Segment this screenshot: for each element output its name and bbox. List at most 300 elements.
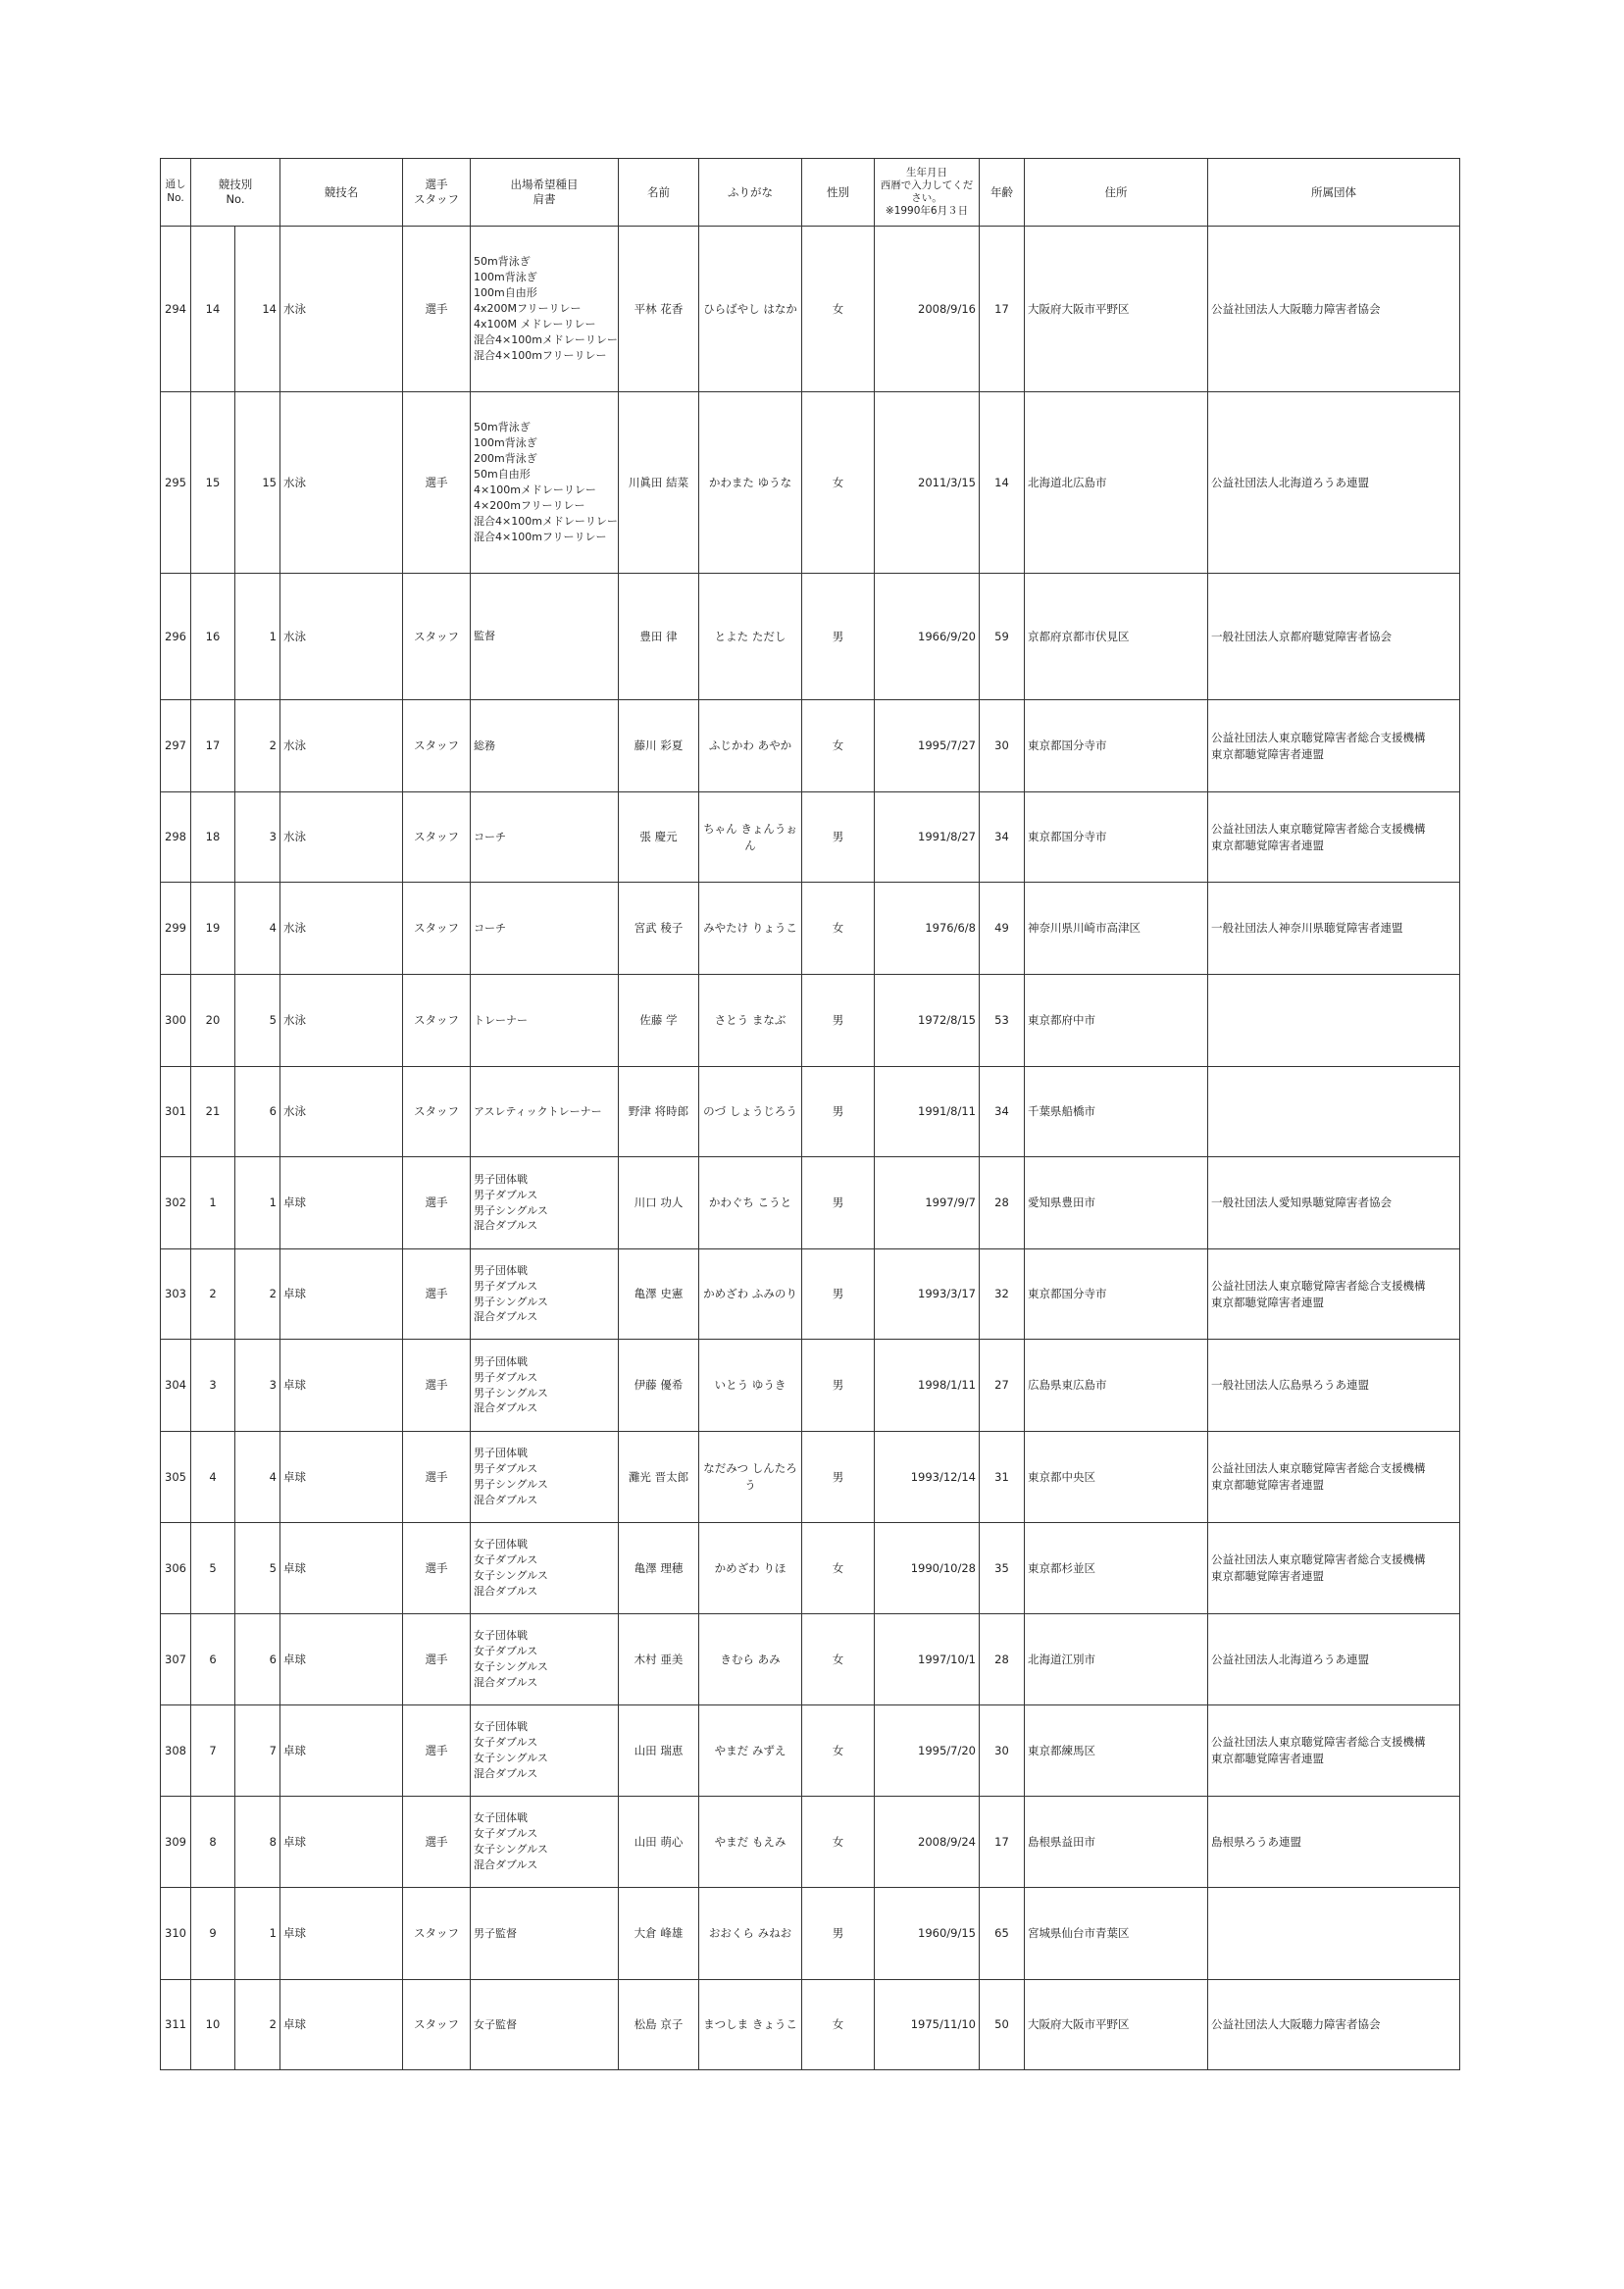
- cell-gender: 女: [802, 700, 875, 792]
- cell-birth-date: 1966/9/20: [875, 574, 980, 700]
- events-line: 男子シングルス: [474, 1295, 548, 1308]
- cell-role: 選手: [403, 1523, 471, 1614]
- cell-organization: [1208, 700, 1460, 792]
- cell-sport-no-total: 15: [191, 392, 235, 574]
- cell-events: [471, 1432, 619, 1523]
- cell-gender: 女: [802, 1705, 875, 1797]
- cell-sport-no-role: 5: [235, 975, 280, 1067]
- cell-serial-no: 304: [161, 1340, 191, 1432]
- cell-gender: 女: [802, 1797, 875, 1888]
- cell-organization: [1208, 1614, 1460, 1705]
- cell-serial-no: 294: [161, 227, 191, 392]
- cell-role: 選手: [403, 1340, 471, 1432]
- events-line: 混合4×100mメドレーリレー: [474, 332, 618, 346]
- cell-role: 選手: [403, 1705, 471, 1797]
- cell-birth-date: 1976/6/8: [875, 883, 980, 975]
- organization-line: 公益社団法人東京聴覚障害者総合支援機構: [1211, 1461, 1426, 1476]
- header-sport-no: 競技別 No.: [191, 159, 280, 227]
- cell-organization: [1208, 1523, 1460, 1614]
- table-row: [161, 792, 1460, 883]
- cell-serial-no: 303: [161, 1249, 191, 1340]
- cell-sport-name: 卓球: [280, 1249, 403, 1340]
- cell-birth-date: 1990/10/28: [875, 1523, 980, 1614]
- cell-birth-date: 1960/9/15: [875, 1888, 980, 1980]
- cell-birth-date: 1997/10/1: [875, 1614, 980, 1705]
- cell-address: 大阪府大阪市平野区: [1025, 1980, 1208, 2070]
- cell-serial-no: 309: [161, 1797, 191, 1888]
- cell-gender: 男: [802, 1249, 875, 1340]
- events-line: 女子ダブルス: [474, 1827, 538, 1841]
- cell-role: スタッフ: [403, 1980, 471, 2070]
- events-line: 混合ダブルス: [474, 1493, 538, 1506]
- cell-sport-name: 水泳: [280, 700, 403, 792]
- cell-sport-no-role: 1: [235, 574, 280, 700]
- header-role: 選手 スタッフ: [403, 159, 471, 227]
- cell-sport-no-role: 2: [235, 1980, 280, 2070]
- cell-events: [471, 227, 619, 392]
- events-line: 女子団体戦: [474, 1811, 528, 1825]
- cell-sport-no-total: 21: [191, 1067, 235, 1157]
- cell-role: スタッフ: [403, 792, 471, 883]
- cell-birth-date: 1993/12/14: [875, 1432, 980, 1523]
- organization-line: 東京都聴覚障害者連盟: [1211, 838, 1324, 852]
- cell-age: 35: [980, 1523, 1025, 1614]
- cell-events: [471, 1249, 619, 1340]
- cell-serial-no: 297: [161, 700, 191, 792]
- cell-birth-date: 1995/7/20: [875, 1705, 980, 1797]
- cell-events: [471, 392, 619, 574]
- table-row: [161, 1980, 1460, 2070]
- organization-line: 東京都聴覚障害者連盟: [1211, 1295, 1324, 1309]
- organization-line: 一般社団法人神奈川県聴覚障害者連盟: [1211, 921, 1403, 936]
- organization-line: 公益社団法人大阪聴力障害者協会: [1211, 2017, 1381, 2032]
- table-row: [161, 883, 1460, 975]
- cell-serial-no: 296: [161, 574, 191, 700]
- cell-events: [471, 1067, 619, 1157]
- events-line: 50m背泳ぎ: [474, 255, 531, 269]
- header-age: 年齢: [980, 159, 1025, 227]
- cell-address: 東京都国分寺市: [1025, 700, 1208, 792]
- cell-age: 32: [980, 1249, 1025, 1340]
- events-line: 混合4×100mフリーリレー: [474, 530, 607, 543]
- events-line: 女子ダブルス: [474, 1736, 538, 1750]
- cell-name: 平林 花香: [619, 227, 699, 392]
- cell-sport-no-total: 20: [191, 975, 235, 1067]
- cell-serial-no: 302: [161, 1157, 191, 1249]
- organization-line: 一般社団法人広島県ろうあ連盟: [1211, 1378, 1369, 1393]
- cell-sport-name: 水泳: [280, 574, 403, 700]
- organization-line: 公益社団法人大阪聴力障害者協会: [1211, 301, 1381, 316]
- cell-name: 山田 瑞恵: [619, 1705, 699, 1797]
- organization-line: 公益社団法人東京聴覚障害者総合支援機構: [1211, 1552, 1426, 1567]
- table-row: [161, 227, 1460, 392]
- header-address: 住所: [1025, 159, 1208, 227]
- cell-address: 島根県益田市: [1025, 1797, 1208, 1888]
- cell-sport-name: 水泳: [280, 792, 403, 883]
- table-row: [161, 1340, 1460, 1432]
- cell-sport-no-role: 3: [235, 792, 280, 883]
- events-line: 4x100M メドレーリレー: [474, 317, 596, 331]
- cell-age: 17: [980, 227, 1025, 392]
- events-line: 総務: [474, 738, 495, 752]
- cell-sport-name: 卓球: [280, 1157, 403, 1249]
- events-line: 男子ダブルス: [474, 1370, 538, 1384]
- cell-birth-date: 1995/7/27: [875, 700, 980, 792]
- cell-gender: 女: [802, 227, 875, 392]
- events-line: 男子ダブルス: [474, 1188, 538, 1201]
- cell-name: 佐藤 学: [619, 975, 699, 1067]
- cell-organization: [1208, 1249, 1460, 1340]
- cell-kana: やまだ みずえ: [699, 1705, 802, 1797]
- cell-kana: かわぐち こうと: [699, 1157, 802, 1249]
- cell-serial-no: 300: [161, 975, 191, 1067]
- events-line: 女子シングルス: [474, 1752, 548, 1764]
- cell-name: 張 慶元: [619, 792, 699, 883]
- cell-kana: とよた ただし: [699, 574, 802, 700]
- cell-sport-no-role: 5: [235, 1523, 280, 1614]
- cell-birth-date: 2008/9/24: [875, 1797, 980, 1888]
- cell-role: スタッフ: [403, 574, 471, 700]
- cell-age: 49: [980, 883, 1025, 975]
- cell-gender: 男: [802, 1340, 875, 1432]
- cell-role: スタッフ: [403, 700, 471, 792]
- table-row: [161, 1705, 1460, 1797]
- cell-sport-name: 水泳: [280, 392, 403, 574]
- cell-events: [471, 1340, 619, 1432]
- cell-organization: [1208, 1157, 1460, 1249]
- cell-role: 選手: [403, 1432, 471, 1523]
- cell-gender: 男: [802, 792, 875, 883]
- cell-kana: なだみつ しんたろう: [699, 1432, 802, 1523]
- organization-line: 東京都聴覚障害者連盟: [1211, 1752, 1324, 1765]
- cell-sport-no-total: 16: [191, 574, 235, 700]
- cell-birth-date: 1972/8/15: [875, 975, 980, 1067]
- cell-sport-no-total: 17: [191, 700, 235, 792]
- cell-organization: [1208, 227, 1460, 392]
- events-line: 女子団体戦: [474, 1538, 528, 1551]
- cell-organization: [1208, 1888, 1460, 1980]
- cell-sport-name: 卓球: [280, 1523, 403, 1614]
- cell-birth-date: 1993/3/17: [875, 1249, 980, 1340]
- cell-sport-name: 水泳: [280, 883, 403, 975]
- cell-sport-no-total: 10: [191, 1980, 235, 2070]
- cell-sport-no-role: 1: [235, 1888, 280, 1980]
- cell-sport-name: 卓球: [280, 1614, 403, 1705]
- cell-gender: 男: [802, 1432, 875, 1523]
- cell-sport-name: 卓球: [280, 1340, 403, 1432]
- cell-kana: のづ しょうじろう: [699, 1067, 802, 1157]
- cell-birth-date: 1991/8/11: [875, 1067, 980, 1157]
- organization-line: 公益社団法人東京聴覚障害者総合支援機構: [1211, 730, 1426, 744]
- cell-serial-no: 311: [161, 1980, 191, 2070]
- cell-gender: 女: [802, 1523, 875, 1614]
- cell-role: スタッフ: [403, 1067, 471, 1157]
- cell-sport-name: 水泳: [280, 975, 403, 1067]
- cell-role: 選手: [403, 1157, 471, 1249]
- cell-address: 北海道江別市: [1025, 1614, 1208, 1705]
- cell-age: 17: [980, 1797, 1025, 1888]
- cell-address: 東京都府中市: [1025, 975, 1208, 1067]
- cell-name: 亀澤 理穂: [619, 1523, 699, 1614]
- organization-line: 島根県ろうあ連盟: [1211, 1834, 1301, 1849]
- cell-kana: まつしま きょうこ: [699, 1980, 802, 2070]
- cell-name: 木村 亜美: [619, 1614, 699, 1705]
- header-kana: ふりがな: [699, 159, 802, 227]
- events-line: 混合ダブルス: [474, 1310, 538, 1324]
- cell-gender: 男: [802, 1067, 875, 1157]
- cell-serial-no: 310: [161, 1888, 191, 1980]
- header-name: 名前: [619, 159, 699, 227]
- cell-events: [471, 1523, 619, 1614]
- cell-kana: かめざわ りほ: [699, 1523, 802, 1614]
- cell-age: 53: [980, 975, 1025, 1067]
- events-line: 100m背泳ぎ: [474, 271, 537, 284]
- cell-age: 31: [980, 1432, 1025, 1523]
- cell-gender: 女: [802, 883, 875, 975]
- organization-line: 公益社団法人東京聴覚障害者総合支援機構: [1211, 1278, 1426, 1293]
- cell-sport-no-role: 6: [235, 1067, 280, 1157]
- organization-line: 一般社団法人京都府聴覚障害者協会: [1211, 629, 1392, 643]
- cell-name: 松島 京子: [619, 1980, 699, 2070]
- cell-name: 豊田 律: [619, 574, 699, 700]
- events-line: 男子監督: [474, 1926, 517, 1940]
- cell-kana: かめざわ ふみのり: [699, 1249, 802, 1340]
- cell-events: [471, 1157, 619, 1249]
- cell-address: 京都府京都市伏見区: [1025, 574, 1208, 700]
- cell-kana: みやたけ りょうこ: [699, 883, 802, 975]
- cell-age: 65: [980, 1888, 1025, 1980]
- cell-age: 30: [980, 700, 1025, 792]
- cell-name: 伊藤 優希: [619, 1340, 699, 1432]
- cell-organization: [1208, 1432, 1460, 1523]
- header-sport: 競技名: [280, 159, 403, 227]
- organization-line: 東京都聴覚障害者連盟: [1211, 1569, 1324, 1583]
- cell-events: [471, 1980, 619, 2070]
- events-line: 混合4×100mメドレーリレー: [474, 514, 618, 528]
- cell-sport-no-role: 14: [235, 227, 280, 392]
- cell-serial-no: 305: [161, 1432, 191, 1523]
- cell-address: 神奈川県川崎市高津区: [1025, 883, 1208, 975]
- events-line: 混合ダブルス: [474, 1401, 538, 1415]
- organization-line: 公益社団法人北海道ろうあ連盟: [1211, 475, 1369, 489]
- table-row: [161, 700, 1460, 792]
- cell-organization: [1208, 975, 1460, 1067]
- cell-name: 亀澤 史憲: [619, 1249, 699, 1340]
- cell-role: スタッフ: [403, 975, 471, 1067]
- cell-gender: 女: [802, 392, 875, 574]
- cell-events: [471, 883, 619, 975]
- organization-line: 東京都聴覚障害者連盟: [1211, 746, 1324, 761]
- cell-age: 30: [980, 1705, 1025, 1797]
- events-line: 混合ダブルス: [474, 1584, 538, 1598]
- table-row: [161, 1432, 1460, 1523]
- events-line: 男子シングルス: [474, 1478, 548, 1491]
- cell-address: 東京都国分寺市: [1025, 792, 1208, 883]
- events-line: 4×100mメドレーリレー: [474, 483, 596, 496]
- cell-events: [471, 1705, 619, 1797]
- cell-events: [471, 792, 619, 883]
- cell-address: 宮城県仙台市青葉区: [1025, 1888, 1208, 1980]
- cell-serial-no: 299: [161, 883, 191, 975]
- cell-sport-no-total: 18: [191, 792, 235, 883]
- events-line: 混合4×100mフリーリレー: [474, 348, 607, 362]
- cell-sport-no-total: 2: [191, 1249, 235, 1340]
- cell-sport-no-total: 1: [191, 1157, 235, 1249]
- header-row: [161, 159, 1460, 227]
- cell-sport-name: 水泳: [280, 227, 403, 392]
- cell-kana: いとう ゆうき: [699, 1340, 802, 1432]
- cell-address: 大阪府大阪市平野区: [1025, 227, 1208, 392]
- cell-serial-no: 308: [161, 1705, 191, 1797]
- cell-kana: おおくら みねお: [699, 1888, 802, 1980]
- header-serial-no: 通し No.: [161, 159, 191, 227]
- organization-line: 一般社団法人愛知県聴覚障害者協会: [1211, 1195, 1392, 1210]
- events-line: 男子団体戦: [474, 1354, 528, 1368]
- cell-name: 灘光 晋太郎: [619, 1432, 699, 1523]
- table-row: [161, 1888, 1460, 1980]
- cell-kana: かわまた ゆうな: [699, 392, 802, 574]
- events-line: 男子ダブルス: [474, 1462, 538, 1476]
- table-row: [161, 975, 1460, 1067]
- cell-age: 27: [980, 1340, 1025, 1432]
- cell-sport-no-role: 15: [235, 392, 280, 574]
- cell-age: 28: [980, 1157, 1025, 1249]
- cell-role: スタッフ: [403, 883, 471, 975]
- cell-organization: [1208, 792, 1460, 883]
- cell-age: 14: [980, 392, 1025, 574]
- cell-role: 選手: [403, 1797, 471, 1888]
- events-line: 女子監督: [474, 2017, 517, 2031]
- events-line: 女子団体戦: [474, 1629, 528, 1643]
- cell-serial-no: 301: [161, 1067, 191, 1157]
- cell-age: 34: [980, 792, 1025, 883]
- cell-gender: 女: [802, 1614, 875, 1705]
- cell-serial-no: 306: [161, 1523, 191, 1614]
- table-row: [161, 574, 1460, 700]
- cell-address: 東京都杉並区: [1025, 1523, 1208, 1614]
- cell-role: 選手: [403, 1249, 471, 1340]
- cell-age: 50: [980, 1980, 1025, 2070]
- cell-kana: きむら あみ: [699, 1614, 802, 1705]
- cell-role: 選手: [403, 227, 471, 392]
- cell-address: 広島県東広島市: [1025, 1340, 1208, 1432]
- cell-age: 28: [980, 1614, 1025, 1705]
- cell-role: スタッフ: [403, 1888, 471, 1980]
- cell-sport-name: 卓球: [280, 1980, 403, 2070]
- cell-organization: [1208, 1980, 1460, 2070]
- cell-sport-no-role: 7: [235, 1705, 280, 1797]
- cell-kana: さとう まなぶ: [699, 975, 802, 1067]
- entry-table: [160, 158, 1460, 2070]
- cell-birth-date: 2011/3/15: [875, 392, 980, 574]
- cell-address: 千葉県船橋市: [1025, 1067, 1208, 1157]
- cell-events: [471, 574, 619, 700]
- cell-sport-no-total: 19: [191, 883, 235, 975]
- cell-address: 愛知県豊田市: [1025, 1157, 1208, 1249]
- cell-sport-no-total: 7: [191, 1705, 235, 1797]
- cell-age: 34: [980, 1067, 1025, 1157]
- events-line: 女子団体戦: [474, 1720, 528, 1734]
- events-line: アスレティックトレーナー: [474, 1104, 602, 1118]
- events-line: 50m自由形: [474, 468, 531, 482]
- cell-organization: [1208, 883, 1460, 975]
- cell-serial-no: 307: [161, 1614, 191, 1705]
- table-row: [161, 392, 1460, 574]
- cell-sport-no-role: 2: [235, 700, 280, 792]
- cell-birth-date: 1998/1/11: [875, 1340, 980, 1432]
- organization-line: 東京都聴覚障害者連盟: [1211, 1478, 1324, 1492]
- table-row: [161, 1797, 1460, 1888]
- cell-sport-no-role: 4: [235, 883, 280, 975]
- cell-kana: ちゃん きょんうぉん: [699, 792, 802, 883]
- events-line: 混合ダブルス: [474, 1857, 538, 1871]
- cell-name: 川眞田 結菜: [619, 392, 699, 574]
- cell-sport-no-role: 6: [235, 1614, 280, 1705]
- cell-sport-no-total: 6: [191, 1614, 235, 1705]
- cell-birth-date: 2008/9/16: [875, 227, 980, 392]
- events-line: トレーナー: [474, 1013, 528, 1027]
- cell-birth-date: 1991/8/27: [875, 792, 980, 883]
- header-birth: 生年月日 西暦で入力してください。 ※1990年6月３日: [875, 159, 980, 227]
- cell-age: 59: [980, 574, 1025, 700]
- cell-address: 東京都国分寺市: [1025, 1249, 1208, 1340]
- cell-name: 山田 萌心: [619, 1797, 699, 1888]
- cell-sport-no-role: 3: [235, 1340, 280, 1432]
- cell-serial-no: 295: [161, 392, 191, 574]
- cell-organization: [1208, 1067, 1460, 1157]
- organization-line: 公益社団法人北海道ろうあ連盟: [1211, 1652, 1369, 1666]
- events-line: 女子シングルス: [474, 1569, 548, 1582]
- events-line: 男子ダブルス: [474, 1279, 538, 1293]
- header-org: 所属団体: [1208, 159, 1460, 227]
- events-line: 4x200Mフリーリレー: [474, 302, 582, 316]
- cell-gender: 男: [802, 1157, 875, 1249]
- cell-birth-date: 1975/11/10: [875, 1980, 980, 2070]
- table-row: [161, 1249, 1460, 1340]
- cell-events: [471, 1614, 619, 1705]
- cell-sport-no-role: 8: [235, 1797, 280, 1888]
- events-line: 女子シングルス: [474, 1660, 548, 1673]
- cell-role: 選手: [403, 1614, 471, 1705]
- cell-kana: ふじかわ あやか: [699, 700, 802, 792]
- events-line: 女子ダブルス: [474, 1645, 538, 1658]
- cell-sport-no-role: 2: [235, 1249, 280, 1340]
- events-line: 男子団体戦: [474, 1263, 528, 1277]
- events-line: 100m背泳ぎ: [474, 436, 537, 450]
- events-line: 4×200mフリーリレー: [474, 498, 585, 512]
- cell-sport-no-role: 4: [235, 1432, 280, 1523]
- cell-sport-no-role: 1: [235, 1157, 280, 1249]
- header-events: 出場希望種目 肩書: [471, 159, 619, 227]
- cell-sport-no-total: 5: [191, 1523, 235, 1614]
- cell-organization: [1208, 1705, 1460, 1797]
- events-line: 男子シングルス: [474, 1203, 548, 1217]
- events-line: 男子団体戦: [474, 1447, 528, 1460]
- cell-kana: やまだ もえみ: [699, 1797, 802, 1888]
- cell-sport-no-total: 9: [191, 1888, 235, 1980]
- events-line: 監督: [474, 630, 495, 643]
- events-line: 男子団体戦: [474, 1172, 528, 1186]
- cell-role: 選手: [403, 392, 471, 574]
- events-line: コーチ: [474, 830, 506, 843]
- events-line: 50m背泳ぎ: [474, 421, 531, 434]
- table-row: [161, 1157, 1460, 1249]
- table-row: [161, 1614, 1460, 1705]
- cell-sport-name: 卓球: [280, 1797, 403, 1888]
- cell-events: [471, 975, 619, 1067]
- events-line: 女子シングルス: [474, 1843, 548, 1856]
- cell-name: 藤川 彩夏: [619, 700, 699, 792]
